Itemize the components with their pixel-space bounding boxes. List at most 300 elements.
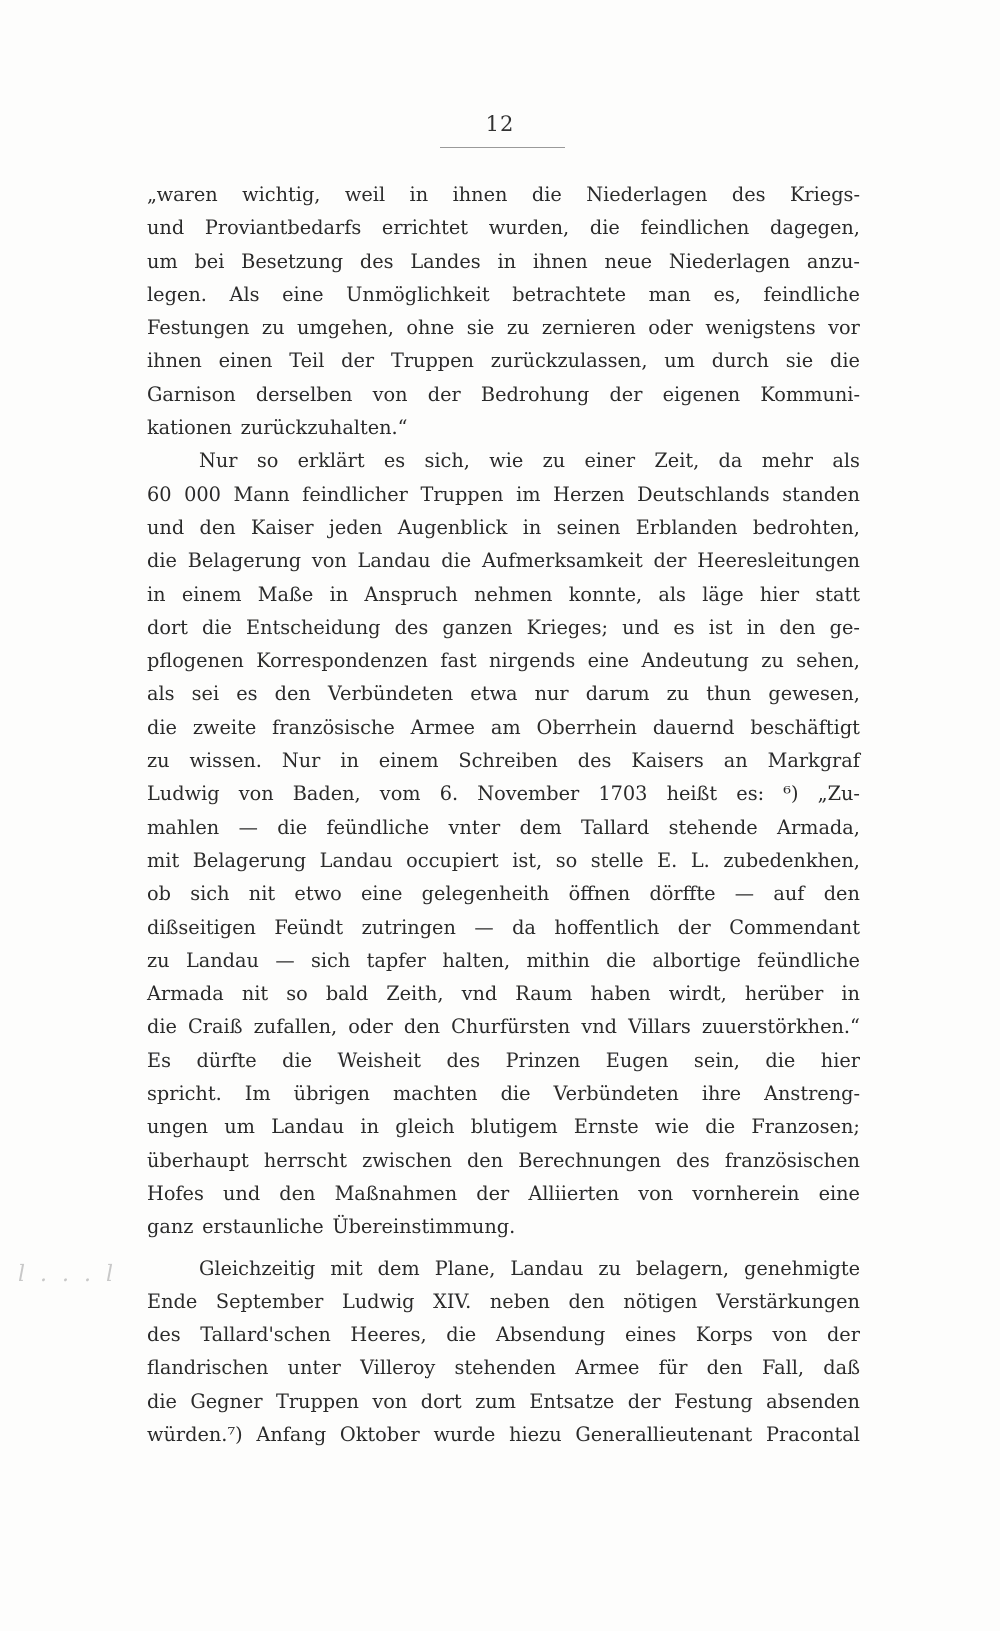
word: der (476, 1181, 510, 1205)
word: etwo (294, 882, 342, 906)
word: durch (711, 349, 769, 373)
word: und (147, 216, 185, 240)
word: Niederlagen (668, 249, 791, 273)
word: beschäftigt (750, 715, 860, 739)
word: herüber (744, 982, 824, 1006)
word: Franzosen; (751, 1115, 860, 1139)
word: die (446, 1323, 477, 1347)
word: Im (244, 1082, 271, 1106)
word: neben (489, 1289, 550, 1313)
word: im (516, 482, 541, 506)
word: zu (542, 449, 566, 473)
word: Landes (410, 249, 481, 273)
word: der (609, 382, 643, 406)
word: dort (147, 615, 188, 639)
word: Kriegs- (790, 183, 860, 206)
word: es (236, 682, 258, 706)
word: Armee (575, 1356, 640, 1380)
word: gewesen, (768, 682, 860, 706)
word: oder (648, 316, 693, 340)
word: die (147, 715, 177, 739)
word: Churfürsten (451, 1015, 571, 1039)
word: um (147, 249, 178, 273)
text-line (147, 1418, 860, 1451)
word: so (286, 982, 308, 1006)
word: Eugen (605, 1048, 669, 1072)
word: Tallard (580, 815, 650, 839)
word: des (147, 1323, 181, 1347)
word: genehmigte (744, 1256, 860, 1280)
word: den (274, 682, 311, 706)
text-line (147, 1144, 860, 1177)
word: Garnison (147, 382, 236, 406)
word: dißseitigen (147, 915, 256, 939)
word: flandrischen (147, 1356, 269, 1380)
text-line (147, 578, 860, 611)
word: vom (379, 782, 421, 806)
text-line (147, 711, 860, 744)
text-line (147, 378, 860, 411)
word: man (648, 282, 691, 306)
word: die (202, 615, 232, 639)
text-line (147, 644, 860, 677)
text-line (147, 478, 860, 511)
text-line (147, 744, 860, 777)
word: erklärt (297, 449, 365, 473)
word: eines (624, 1323, 677, 1347)
word: darum (585, 682, 650, 706)
word: in (329, 582, 349, 606)
word: es, (713, 282, 741, 306)
word: Als (229, 282, 260, 306)
word: wissen. (189, 749, 262, 773)
word: zutringen (361, 915, 456, 939)
word: zu (147, 749, 170, 773)
word: Übereinstimmung. (332, 1215, 516, 1239)
word: zweite (192, 715, 257, 739)
word: in (841, 982, 860, 1006)
word: um (664, 349, 695, 373)
word: „Zu- (817, 782, 860, 806)
word: es (383, 449, 406, 473)
word: Kaisers (631, 749, 704, 773)
text-line (147, 278, 860, 311)
word: stehenden (454, 1356, 556, 1380)
word: vor (828, 316, 860, 340)
word: französischen (724, 1148, 860, 1172)
word: dörffte (649, 882, 716, 906)
word: hier (820, 1048, 860, 1072)
word: nehmen (474, 582, 553, 606)
word: Markgraf (767, 749, 860, 773)
word: Ernste (573, 1115, 639, 1139)
word: Anfang (256, 1422, 327, 1446)
word: Plane, (434, 1256, 496, 1280)
word: 6. (439, 782, 459, 806)
word: hier (759, 582, 800, 606)
word: absenden (766, 1389, 860, 1413)
word: den (279, 1181, 316, 1205)
word: Landau (271, 1115, 345, 1139)
text-line (147, 178, 860, 211)
word: so (256, 449, 279, 473)
paragraph (147, 1252, 860, 1452)
word: der (427, 382, 461, 406)
word: französische (272, 715, 395, 739)
text-line (147, 877, 860, 910)
word: gelegenheith (421, 882, 550, 906)
word: in (497, 249, 517, 273)
word: Ende (147, 1289, 198, 1313)
word: der (653, 549, 687, 573)
word: den (403, 1015, 441, 1039)
word: sich (310, 948, 351, 972)
word: nit (248, 882, 276, 906)
word: der (826, 1323, 860, 1347)
word: wurde (433, 1422, 496, 1446)
word: Truppen (390, 349, 474, 373)
word: Baden, (292, 782, 361, 806)
word: zurückzuhalten.“ (240, 416, 408, 440)
word: Schreiben (458, 749, 558, 773)
word: standen (782, 482, 860, 506)
word: Oktober (339, 1422, 420, 1446)
word: betrachtete (512, 282, 627, 306)
word: spricht. (147, 1082, 222, 1106)
word: sehen, (796, 649, 860, 673)
word: Truppen (275, 1389, 359, 1413)
word: feindliche (763, 282, 860, 306)
word: den (466, 1148, 504, 1172)
word: — (474, 915, 494, 939)
word: Aufmerksamkeit (481, 549, 643, 573)
word: als (832, 449, 860, 473)
word: Entscheidung (246, 615, 381, 639)
word: Zeit, (654, 449, 700, 473)
word: ihnen (147, 349, 202, 373)
word: ist, (512, 848, 543, 872)
word: zum (475, 1389, 516, 1413)
word: eine (360, 882, 403, 906)
word: den (568, 1289, 605, 1313)
word: sich (190, 882, 230, 906)
word: als (658, 582, 686, 606)
word: Fall, (762, 1356, 805, 1380)
word: und (147, 515, 185, 539)
word: zu (598, 1256, 621, 1280)
text-line (147, 1010, 860, 1043)
text-line (147, 1385, 860, 1418)
word: sie (466, 316, 495, 340)
word: konnte, (568, 582, 643, 606)
word: die (606, 948, 637, 972)
word: erstaunliche (202, 1215, 324, 1239)
word: September (215, 1289, 324, 1313)
text-line (147, 344, 860, 377)
text-line (147, 911, 860, 944)
word: Besetzung (241, 249, 344, 273)
word: hiezu (509, 1422, 562, 1446)
word: und (222, 1181, 261, 1205)
word: statt (815, 582, 860, 606)
word: ohne (406, 316, 455, 340)
word: die (282, 1048, 313, 1072)
word: den (823, 882, 860, 906)
word: Armada (147, 982, 224, 1006)
word: 1703 (598, 782, 648, 806)
word: zu (666, 682, 690, 706)
word: die (830, 349, 860, 373)
word: ihnen (532, 249, 588, 273)
word: in (340, 749, 359, 773)
word: Heeres, (350, 1323, 427, 1347)
text-line (147, 1110, 860, 1143)
word: L. (690, 848, 710, 872)
text-line (147, 944, 860, 977)
word: wurden, (488, 216, 570, 240)
word: Korrespondenzen (256, 649, 428, 673)
word: Pracontal (766, 1422, 860, 1446)
word: Armada, (777, 815, 860, 839)
word: Mann (233, 482, 290, 506)
word: feindlichen (640, 216, 750, 240)
word: Festung (674, 1389, 753, 1413)
word: stehende (668, 815, 758, 839)
text-line (147, 544, 860, 577)
word: Truppen (420, 482, 504, 506)
word: des (676, 1148, 710, 1172)
word: dürfte (196, 1048, 257, 1072)
word: Villeroy (360, 1356, 436, 1380)
word: da (512, 915, 536, 939)
word: occupiert (406, 848, 499, 872)
word: der (627, 1389, 661, 1413)
word: da (718, 449, 743, 473)
body-text (147, 178, 860, 1451)
word: daß (823, 1356, 860, 1380)
word: von (372, 1389, 408, 1413)
word: pflogenen (147, 649, 244, 673)
text-line (147, 1210, 860, 1243)
word: zu (761, 649, 784, 673)
word: — (238, 815, 258, 839)
word: Teil (289, 349, 325, 373)
word: die (765, 1048, 796, 1072)
word: nur (534, 682, 569, 706)
word: Oberrhein (536, 715, 637, 739)
word: zurückzulassen, (490, 349, 648, 373)
word: zufallen, (253, 1015, 338, 1039)
word: mithin (526, 948, 590, 972)
word: Weisheit (337, 1048, 422, 1072)
word: als (147, 682, 175, 706)
word: einer (584, 449, 636, 473)
word: wirdt, (668, 982, 727, 1006)
word: herrscht (263, 1148, 348, 1172)
word: vornherein (692, 1181, 800, 1205)
word: — (734, 882, 755, 906)
word: der (677, 915, 711, 939)
word: des (446, 1048, 481, 1072)
word: von (238, 782, 274, 806)
word: überhaupt (147, 1148, 249, 1172)
word: anzu- (806, 249, 860, 273)
word: bei (194, 249, 225, 273)
word: Craiß (188, 1015, 243, 1039)
word: Zeith, (386, 982, 444, 1006)
word: eine (818, 1181, 860, 1205)
word: in (522, 515, 542, 539)
word: die (277, 815, 308, 839)
word: Anspruch (364, 582, 458, 606)
text-line (147, 1351, 860, 1384)
word: etwa (470, 682, 518, 706)
margin-pencil-note: l . . . l (18, 1262, 118, 1287)
word: ge- (829, 615, 860, 639)
word: legen. (147, 282, 207, 306)
word: mit (147, 848, 180, 872)
word: ⁶) (783, 782, 799, 806)
text-line (147, 1077, 860, 1110)
word: vnter (448, 815, 501, 839)
word: wenigstens (705, 316, 816, 340)
word: Verstärkungen (716, 1289, 860, 1313)
word: Nur (199, 449, 238, 473)
word: in (360, 1115, 379, 1139)
word: des (394, 615, 429, 639)
word: einem (378, 749, 439, 773)
word: Nur (281, 749, 321, 773)
text-line (147, 444, 860, 477)
word: dem (377, 1256, 420, 1280)
word: Landau (319, 848, 393, 872)
word: Berechnungen (518, 1148, 662, 1172)
word: neue (604, 249, 653, 273)
word: den (199, 515, 236, 539)
text-line (147, 245, 860, 278)
word: hoffentlich (554, 915, 660, 939)
word: zernieren (541, 316, 636, 340)
word: belagern, (636, 1256, 729, 1280)
word: Niederlagen (586, 183, 708, 206)
word: des (359, 249, 394, 273)
word: würden.⁷) (147, 1422, 243, 1446)
text-line (147, 844, 860, 877)
word: die (441, 549, 472, 573)
word: mit (330, 1256, 363, 1280)
word: Landau (357, 549, 431, 573)
word: ob (147, 882, 171, 906)
word: dem (519, 815, 562, 839)
word: Anstreng- (764, 1082, 860, 1106)
word: umgehen, (297, 316, 394, 340)
word: von (772, 1323, 808, 1347)
word: am (490, 715, 521, 739)
word: tapfer (366, 948, 426, 972)
word: nötigen (623, 1289, 698, 1313)
word: wie (489, 449, 524, 473)
word: wichtig, (242, 183, 321, 206)
word: Kommuni- (760, 382, 860, 406)
word: Kaiser (250, 515, 314, 539)
word: Landau (185, 948, 259, 972)
word: von (638, 1181, 674, 1205)
word: Maße (257, 582, 314, 606)
word: 000 (184, 482, 221, 506)
word: vnd (581, 1015, 617, 1039)
word: Gleichzeitig (199, 1256, 316, 1280)
word: Commendant (729, 915, 860, 939)
word: ungen (147, 1115, 209, 1139)
text-line (147, 1177, 860, 1210)
word: nit (241, 982, 269, 1006)
word: in (147, 582, 166, 606)
word: machten (393, 1082, 478, 1106)
word: Augenblick (397, 515, 508, 539)
word: in (409, 183, 429, 206)
word: es (673, 615, 695, 639)
word: um (224, 1115, 255, 1139)
word: Raum (515, 982, 573, 1006)
word: so (555, 848, 578, 872)
word: Armee (410, 715, 475, 739)
word: Krieges; (526, 615, 609, 639)
word: Proviantbedarfs (204, 216, 362, 240)
word: stelle (590, 848, 644, 872)
word: Absendung (495, 1323, 606, 1347)
word: November (477, 782, 580, 806)
word: mehr (761, 449, 814, 473)
word: Feündt (274, 915, 344, 939)
word: sich, (424, 449, 470, 473)
word: den (779, 615, 816, 639)
word: feindlicher (302, 482, 408, 506)
word: zuuerstörkhen.“ (701, 1015, 860, 1039)
word: Ludwig (341, 1289, 415, 1313)
word: von (311, 549, 347, 573)
word: „waren (147, 183, 218, 206)
word: Deutschlands (637, 482, 770, 506)
word: zubedenkhen, (723, 848, 860, 872)
word: heißt (666, 782, 718, 806)
word: und (622, 615, 660, 639)
text-line (147, 511, 860, 544)
word: haben (590, 982, 651, 1006)
word: die (147, 549, 177, 573)
word: Belagerung (192, 848, 307, 872)
word: es: (736, 782, 765, 806)
word: bald (325, 982, 369, 1006)
word: sein, (693, 1048, 740, 1072)
text-line (147, 411, 860, 444)
text-line (147, 611, 860, 644)
word: Festungen (147, 316, 250, 340)
word: eine (282, 282, 324, 306)
word: dagegen, (770, 216, 860, 240)
word: Prinzen (505, 1048, 581, 1072)
word: dort (420, 1389, 462, 1413)
word: auf (773, 882, 805, 906)
word: ihnen (452, 183, 508, 206)
word: einen (218, 349, 273, 373)
word: die (531, 183, 562, 206)
word: Gegner (190, 1389, 263, 1413)
page-number-rule (440, 147, 565, 148)
text-line (147, 1285, 860, 1318)
word: bedrohten, (752, 515, 860, 539)
word: von (372, 382, 408, 406)
text-line (147, 211, 860, 244)
